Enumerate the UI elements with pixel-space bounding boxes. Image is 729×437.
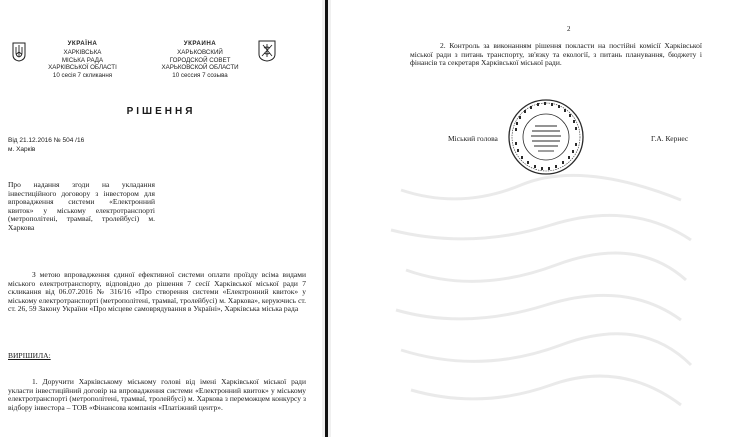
header-left-country: УКРАЇНА: [67, 40, 98, 47]
header-right-country: УКРАИНА: [183, 40, 217, 47]
decided-heading: ВИРІШИЛА:: [8, 351, 51, 360]
header-right-line2: ГОРОДСКОЙ СОВЕТ: [169, 56, 231, 64]
scan-watermark-texture: [381, 170, 701, 430]
page-number: 2: [567, 25, 571, 33]
ukraine-coat-of-arms-icon: [12, 42, 26, 62]
header-right-line1: ХАРЬКОВСКИЙ: [177, 49, 223, 57]
official-stamp-seal: [507, 98, 585, 176]
document-page-1: [0, 0, 322, 437]
date-line: Від 21.12.2016 № 504 /16: [8, 137, 85, 144]
page-divider: [322, 0, 331, 437]
preamble-text: З метою впровадження єдиної ефективної системи оплати проїзду всіма видами міського електротранспорту, відповідно до рішення 7 сесії Харківської міської ради 7 скликання від 06.07.2016 № 316/16 «Про створення системи «Електронний квиток» у міському електротранспорті (метрополітені, трамваї, тролейбусі) м. Харкова», керуючись ст. ст. 26, 59 Закону України «Про місцеве самоврядування в Україні», Харківська міська рада: [8, 270, 306, 314]
subject-text: Про надання згоди на укладання інвестиційного договору з інвестором для впровадження системи «Електронний квиток» у міському електротранспорті (метрополітені, трамваї, тролейбусі) м. Харкова: [8, 180, 155, 232]
city-line: м. Харків: [8, 146, 36, 153]
header-left-block: [30, 40, 135, 79]
signer-title: Міський голова: [448, 134, 498, 143]
kharkiv-city-emblem-icon: [258, 40, 276, 62]
header-left-line1: ХАРКІВСЬКА: [63, 49, 102, 57]
header-right-line3: ХАРЬКОВСКОЙ ОБЛАСТИ: [161, 64, 239, 72]
header-right-line4: 10 сессия 7 созыва: [172, 71, 228, 79]
signer-name: Г.А. Кернес: [651, 134, 689, 143]
header-left-line4: 10 сесія 7 скликання: [52, 71, 113, 79]
header-left-line3: ХАРКІВСЬКОЇ ОБЛАСТІ: [48, 64, 117, 72]
item1-text: 1. Доручити Харківському міському голові від імені Харківської міської ради укласти інвестиційний договір на впровадження системи «Електронний квиток» у міському електротранспорті (метрополітені, трамваї, тролейбусі) м. Харкова з переможцем конкурсу з відбору інвестора – ТОВ «Фінансова компанія «Платіжний центр».: [8, 377, 306, 412]
item2-text: 2. Контроль за виконанням рішення покласти на постійні комісії Харківської міської ради з питань транспорту, зв'язку та екології, з питань планування, бюджету і фінансів та секретаря Харківської міської ради.: [410, 41, 702, 68]
document-page-2: [331, 0, 729, 437]
header-right-block: [150, 40, 250, 79]
header-left-line2: МІСЬКА РАДА: [61, 56, 104, 64]
doc-title: РІШЕННЯ: [126, 106, 196, 117]
